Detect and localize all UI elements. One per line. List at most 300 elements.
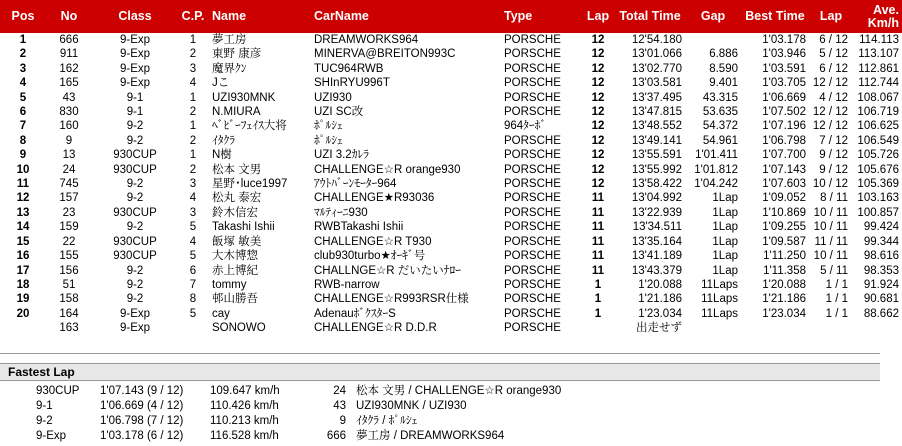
row-total-time: 13'01.066 [631,48,682,61]
row-type: PORSCHE [504,34,561,46]
table-row [0,191,902,205]
row-type: PORSCHE [504,278,561,291]
fastest-speed: 110.213 km/h [210,415,279,427]
list-item [0,399,620,414]
fastest-car-number: 666 [326,430,346,442]
row-class: 9-1 [126,106,144,119]
row-pos: 8 [19,134,27,147]
row-driver-name: N.MIURA [212,106,261,119]
row-best-lap: 11 / 11 [814,235,848,248]
row-class-position: 3 [189,206,197,219]
table-row [0,292,902,306]
row-car-number: 159 [59,221,79,234]
row-pos: 6 [19,106,27,119]
row-total-time: 12'54.180 [631,34,682,46]
fastest-driver: 夢工房 / DREAMWORKS964 [356,430,505,442]
row-car-name: ﾏﾙﾃｨｰﾆ930 [314,206,368,219]
row-class-position: 3 [189,62,197,75]
row-gap: 54.961 [702,134,738,147]
row-best-time: 1'21.186 [762,293,806,306]
row-class-position: 7 [189,278,197,291]
table-row [0,235,902,249]
row-total-time: 13'48.552 [631,120,682,133]
fastest-lap-header [0,363,880,381]
row-car-number: 160 [59,120,79,133]
row-class-position: 1 [189,120,197,133]
row-laps: 12 [591,134,605,147]
row-average-speed: 98.616 [863,250,899,263]
row-car-name: RWBTakashi Ishii [314,221,404,234]
fastest-speed: 110.426 km/h [210,400,279,412]
row-laps: 1 [594,278,602,291]
row-average-speed: 106.549 [857,134,899,147]
row-best-lap: 6 / 12 [819,62,848,75]
row-best-time: 1'11.250 [763,250,806,263]
fastest-driver: 松本 文男 / CHALLENGE☆R orange930 [356,385,562,397]
row-best-lap: 9 / 12 [819,163,848,176]
row-driver-name: ﾍﾞﾋﾞｰﾌｪｲｽ大将 [212,120,287,133]
row-average-speed: 91.924 [863,278,899,291]
row-driver-name: cay [212,307,230,320]
fastest-time: 1'06.669 (4 / 12) [100,400,184,412]
row-pos: 5 [19,91,27,104]
row-class-position: 5 [189,221,197,234]
row-best-lap: 10 / 11 [813,250,848,263]
row-car-number: 163 [59,322,79,335]
row-pos: 9 [19,149,27,162]
row-total-time: 13'43.379 [631,264,682,277]
row-gap: 11Laps [701,293,738,306]
row-total-time: 13'41.189 [631,250,682,263]
row-car-name: DREAMWORKS964 [314,34,419,46]
row-pos: 12 [16,192,30,205]
row-laps: 11 [591,250,605,263]
header-name: Name [208,0,310,33]
row-average-speed: 106.719 [857,106,899,119]
row-car-name: MINERVA@BREITON993C [314,48,456,61]
row-car-name: CHALLENGE☆R T930 [314,235,432,248]
row-laps: 11 [591,192,605,205]
row-car-number: 22 [62,235,76,248]
row-class-position [178,321,208,335]
row-best-lap: 5 / 12 [819,48,848,61]
row-driver-name: UZI930MNK [212,91,276,104]
row-best-lap: 4 / 12 [819,91,848,104]
row-laps [582,321,614,335]
row-gap: 1Lap [712,235,738,248]
fastest-class: 9-2 [36,415,53,427]
row-class-position: 2 [189,48,197,61]
row-car-name: CHALLENGE★R93036 [314,192,435,205]
row-best-lap: 9 / 12 [819,149,848,162]
row-pos: 11 [16,178,30,191]
row-average-speed: 112.744 [858,77,899,90]
row-gap: 1'01.411 [695,149,738,162]
row-pos: 2 [19,48,27,61]
row-pos: 17 [16,264,30,277]
row-car-name: club930turbo★ｵｰｷﾞ号 [314,250,426,263]
row-best-time: 1'07.143 [762,163,806,176]
row-car-number: 23 [62,206,76,219]
row-driver-name: 飯塚 敏美 [212,235,262,248]
row-total-time: 13'58.422 [631,178,682,191]
row-best-time: 1'07.502 [762,106,806,119]
row-total-time: 1'21.186 [638,293,682,306]
row-gap: 1Lap [712,221,738,234]
row-class: 9-Exp [119,48,151,61]
row-total-time: 13'22.939 [631,206,682,219]
row-car-number: 162 [59,62,79,75]
row-laps: 11 [591,206,605,219]
header-class: Class [92,0,178,33]
row-total-time: 13'35.164 [631,235,682,248]
row-class-position: 4 [189,235,197,248]
row-laps: 12 [591,163,605,176]
row-best-time: 1'09.587 [762,235,806,248]
fastest-car-number: 24 [333,385,346,397]
row-class-position: 5 [189,250,197,263]
row-average-speed: 100.857 [857,206,899,219]
row-car-name: UZI930 [314,91,352,104]
row-class: 9-Exp [119,322,151,335]
results-bottom-divider [0,353,880,354]
header-pos: Pos [0,0,46,33]
row-class: 9-2 [126,120,144,133]
fastest-time: 1'07.143 (9 / 12) [100,385,184,397]
list-item [0,384,620,399]
row-car-number: 24 [62,163,76,176]
table-row [0,321,902,335]
row-laps: 12 [591,106,605,119]
row-best-time: 1'03.705 [762,77,806,90]
row-class: 930CUP [113,250,157,263]
row-car-name: CHALLENGE☆R orange930 [314,163,461,176]
row-best-time: 1'03.946 [762,48,806,61]
table-row [0,62,902,76]
row-gap: 8.590 [709,62,738,75]
row-class: 9-Exp [119,77,151,90]
row-car-number: 43 [62,91,76,104]
fastest-class: 930CUP [36,385,80,397]
fastest-lap-table [0,384,620,444]
row-type: PORSCHE [504,322,561,335]
row-best-time: 1'07.196 [762,120,806,133]
row-best-time: 1'07.603 [762,178,806,191]
row-type: PORSCHE [504,48,561,61]
fastest-lap-title: Fastest Lap [8,365,75,379]
header-average-speed: Ave. Km/h [852,0,902,33]
row-car-number: 164 [59,307,79,320]
row-pos: 1 [19,34,27,46]
row-driver-name: Jこ [212,77,230,90]
fastest-class: 9-Exp [36,430,67,442]
row-car-number: 830 [59,106,79,119]
results-body [0,33,902,336]
fastest-class: 9-1 [36,400,53,412]
table-row [0,91,902,105]
row-type: PORSCHE [504,134,561,147]
row-best-time: 1'06.798 [762,134,806,147]
row-class: 930CUP [113,149,157,162]
row-average-speed: 105.676 [857,163,899,176]
table-row [0,134,902,148]
row-class: 9-Exp [119,307,151,320]
table-row [0,177,902,191]
row-type: PORSCHE [504,264,561,277]
table-row [0,206,902,220]
row-class: 930CUP [113,163,157,176]
fastest-driver: ｲﾀｸﾗ / ﾎﾟﾙｼｪ [356,415,418,427]
row-gap: 1Lap [712,192,738,205]
row-driver-name: 松本 文男 [212,163,262,176]
row-best-lap: 8 / 11 [820,192,848,205]
row-class: 9-Exp [119,62,151,75]
row-class-position: 6 [189,264,197,277]
row-driver-name: 鈴木信宏 [212,206,258,219]
row-gap [686,321,740,335]
row-pos: 7 [19,120,27,133]
row-car-name: UZI SC改 [314,106,364,119]
header-lap: Lap [582,0,614,33]
row-pos: 13 [16,206,30,219]
row-class-position: 2 [189,163,197,176]
row-type: PORSCHE [504,307,561,320]
row-driver-name: 魔界ｸﾝ [212,62,247,75]
row-class-position: 1 [189,91,197,104]
table-row [0,163,902,177]
row-driver-name: 夢工房 [212,34,247,46]
row-type: PORSCHE [504,163,561,176]
row-type: PORSCHE [504,235,561,248]
table-row [0,307,902,321]
row-gap: 9.401 [709,77,738,90]
row-car-number: 156 [59,264,79,277]
row-car-name: CHALLNGE☆R だいたいﾅﾛｰ [314,264,462,277]
row-average-speed: 103.163 [857,192,899,205]
fastest-car-number: 43 [333,400,346,412]
row-class: 9-Exp [119,34,151,46]
row-car-name: AdenauﾎﾞｸｽﾀｰS [314,307,396,320]
row-driver-name: N樹 [212,149,232,162]
row-type: PORSCHE [504,91,561,104]
row-type: PORSCHE [504,178,561,191]
row-driver-name: 東野 康彦 [212,48,262,61]
row-pos: 15 [16,235,30,248]
row-class-position: 5 [189,307,197,320]
row-class: 9-2 [126,134,144,147]
table-row [0,76,902,90]
row-type: PORSCHE [504,221,561,234]
row-class: 930CUP [113,206,157,219]
row-driver-name: Takashi Ishii [212,221,275,234]
row-total-time: 出走せず [636,322,682,335]
row-total-time: 1'23.034 [638,307,682,320]
row-driver-name: 大木博惣 [212,250,258,263]
row-best-lap: 12 / 12 [812,120,848,133]
header-gap: Gap [686,0,740,33]
row-average-speed: 99.344 [863,235,899,248]
row-gap: 1'01.812 [694,163,738,176]
row-type: PORSCHE [504,192,561,205]
row-best-lap: 1 / 1 [825,278,848,291]
row-pos: 10 [16,163,30,176]
row-type: PORSCHE [504,293,561,306]
row-laps: 11 [591,264,605,277]
row-gap: 11Laps [701,278,738,291]
row-driver-name: ｲﾀｸﾗ [212,134,235,147]
row-gap: 43.315 [702,91,738,104]
row-pos: 4 [19,77,27,90]
fastest-speed: 116.528 km/h [210,430,279,442]
row-gap: 1Lap [712,264,738,277]
row-pos: 20 [16,307,30,320]
row-best-lap: 1 / 1 [825,293,848,306]
row-gap: 11Laps [701,307,738,320]
row-class: 9-1 [126,91,144,104]
row-class-position: 2 [189,134,197,147]
row-class: 9-2 [126,278,144,291]
row-type: PORSCHE [504,106,561,119]
row-driver-name: 星野･luce1997 [212,178,288,191]
header-best-time: Best Time [740,0,810,33]
header-no: No [46,0,92,33]
table-row [0,249,902,263]
header-carname: CarName [310,0,504,33]
row-best-lap: 10 / 11 [813,206,848,219]
row-laps: 12 [591,77,605,90]
row-total-time: 13'04.992 [631,192,682,205]
row-class: 9-2 [126,192,144,205]
row-average-speed: 108.067 [857,91,899,104]
row-driver-name: 赤上博紀 [212,264,258,277]
fastest-time: 1'06.798 (7 / 12) [100,415,184,427]
row-laps: 12 [591,178,605,191]
row-best-lap: 10 / 12 [812,178,848,191]
row-best-time: 1'09.052 [762,192,806,205]
row-gap: 1'04.242 [694,178,738,191]
row-class: 9-2 [126,264,144,277]
fastest-driver: UZI930MNK / UZI930 [356,400,467,412]
row-class-position: 1 [189,149,197,162]
row-type: PORSCHE [504,77,561,90]
row-average-speed: 112.861 [858,62,899,75]
row-car-number: 165 [59,77,79,90]
row-best-lap: 12 / 12 [812,77,848,90]
row-total-time: 13'34.511 [632,221,682,234]
row-average-speed: 105.369 [857,178,899,191]
header-type: Type [504,0,582,33]
row-car-name: RWB-narrow [314,278,380,291]
row-best-time [740,321,810,335]
row-total-time: 1'20.088 [638,278,682,291]
row-car-number: 13 [62,149,76,162]
row-class: 9-2 [126,293,144,306]
row-type: PORSCHE [504,250,561,263]
fastest-car-number: 9 [339,415,346,427]
row-class: 930CUP [113,235,157,248]
row-laps: 1 [594,307,602,320]
row-car-name: SHInRYU996T [314,77,390,90]
row-best-lap: 1 / 1 [825,307,848,320]
row-class-position: 1 [189,34,197,46]
row-best-lap: 10 / 11 [813,221,848,234]
row-laps: 12 [591,91,605,104]
row-total-time: 13'37.495 [631,91,682,104]
row-laps: 11 [591,235,605,248]
row-total-time: 13'02.770 [631,62,682,75]
row-best-lap [810,321,852,335]
row-pos: 18 [16,278,30,291]
row-class: 9-2 [126,221,144,234]
row-average-speed: 105.726 [857,149,899,162]
row-type: 964ﾀｰﾎﾞ [504,120,547,133]
row-best-lap: 6 / 12 [819,34,848,46]
row-pos: 19 [16,293,30,306]
row-best-time: 1'20.088 [762,278,806,291]
header-cp: C.P. [178,0,208,33]
header-best-lap: Lap [810,0,852,33]
row-pos: 3 [19,62,27,75]
row-car-number: 745 [59,178,79,191]
row-type: PORSCHE [504,149,561,162]
row-average-speed: 99.424 [863,221,899,234]
row-gap: 6.886 [709,48,738,61]
row-total-time: 13'49.141 [631,134,682,147]
row-gap: 54.372 [702,120,738,133]
row-laps: 12 [591,48,605,61]
row-driver-name: SONOWO [212,322,266,335]
row-total-time: 13'47.815 [631,106,682,119]
list-item [0,414,620,429]
fastest-speed: 109.647 km/h [210,385,280,397]
row-laps: 12 [591,120,605,133]
row-total-time: 13'03.581 [631,77,682,90]
row-car-name: ﾎﾟﾙｼｪ [314,120,343,133]
row-class: 9-2 [126,178,144,191]
row-best-time: 1'07.700 [762,149,806,162]
row-car-number: 155 [59,250,79,263]
row-car-number: 157 [59,192,79,205]
table-row [0,148,902,162]
row-average-speed: 106.625 [857,120,899,133]
table-row [0,105,902,119]
row-car-name: UZI 3.2ｶﾚﾗ [314,149,369,162]
row-total-time: 13'55.591 [631,149,682,162]
row-type: PORSCHE [504,62,561,75]
row-car-name: CHALLENGE☆R D.D.R [314,322,437,335]
row-average-speed [852,321,902,335]
row-laps: 12 [591,149,605,162]
row-laps: 1 [594,293,602,306]
row-pos [0,321,46,335]
row-average-speed: 114.113 [859,34,899,46]
row-car-number: 158 [59,293,79,306]
row-laps: 12 [591,34,605,46]
row-gap: 1Lap [712,206,738,219]
row-class-position: 8 [189,293,197,306]
fastest-time: 1'03.178 (6 / 12) [100,430,184,442]
row-best-lap: 12 / 12 [812,106,848,119]
row-average-speed: 98.353 [863,264,899,277]
row-car-number: 51 [62,278,76,291]
row-driver-name: 邨山勝吾 [212,293,258,306]
row-type: PORSCHE [504,206,561,219]
row-best-time: 1'06.669 [762,91,806,104]
row-gap [686,33,740,47]
row-best-time: 1'09.255 [762,221,806,234]
row-gap: 53.635 [702,106,738,119]
row-best-time: 1'03.178 [762,34,806,46]
